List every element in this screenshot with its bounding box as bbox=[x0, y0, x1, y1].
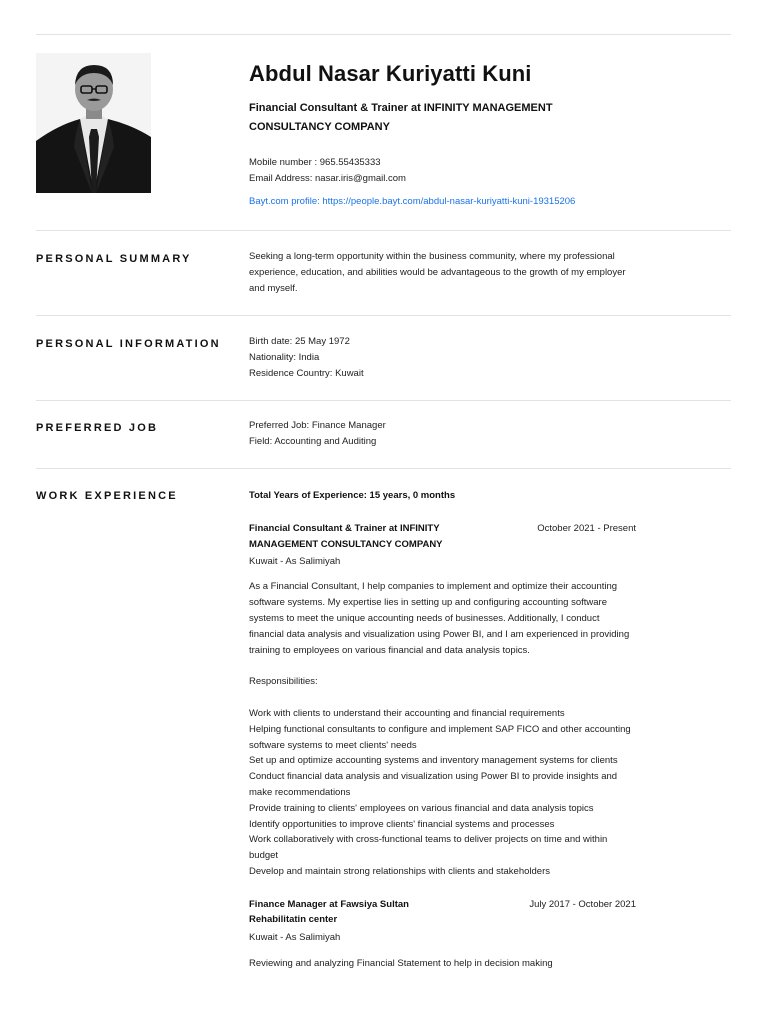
resume-page bbox=[36, 34, 731, 969]
preferred-job: Preferred Job: Finance Manager bbox=[249, 420, 386, 431]
bayt-profile-link[interactable]: Bayt.com profile: https://people.bayt.com/abdul-nasar-kuriyatti-kuni-19315206 bbox=[249, 196, 576, 207]
preferred-field: Field: Accounting and Auditing bbox=[249, 436, 377, 447]
job-location: Kuwait - As Salimiyah bbox=[249, 556, 341, 567]
section-title: PERSONAL INFORMATION bbox=[36, 338, 221, 350]
profile-header bbox=[36, 35, 731, 230]
contact-block bbox=[249, 155, 406, 187]
work-experience-body bbox=[249, 488, 669, 972]
job-entry bbox=[249, 521, 669, 880]
section-personal-information bbox=[36, 316, 731, 400]
responsibility-item: Work with clients to understand their accounting and financial requirements bbox=[249, 708, 565, 719]
job-location: Kuwait - As Salimiyah bbox=[249, 931, 341, 943]
total-experience: Total Years of Experience: 15 years, 0 months bbox=[249, 490, 456, 501]
section-personal-summary bbox=[36, 231, 731, 315]
responsibility-item: Identify opportunities to improve clients' financial systems and processes bbox=[249, 818, 555, 830]
responsibilities-list bbox=[249, 706, 634, 880]
section-title: PERSONAL SUMMARY bbox=[36, 253, 192, 265]
responsibility-item: Conduct financial data analysis and visualization using Power BI to provide insights and make recommendations bbox=[249, 771, 618, 798]
job-date: July 2017 - October 2021 bbox=[529, 898, 636, 910]
responsibility-item: Develop and maintain strong relationships with clients and stakeholders bbox=[249, 865, 551, 877]
profile-photo bbox=[36, 53, 151, 193]
responsibility-item: Helping functional consultants to configure and implement SAP FICO and other accounting software systems to meet clients' needs bbox=[249, 723, 631, 751]
job-description: As a Financial Consultant, I help companies to implement and optimize their accounting software systems. My expertise lies in setting up and configuring accounting software systems to meet the unique accounting needs of businesses. Additionally, I conduct financial data analysis and visualization using Power BI, and I am experienced in providing training to employees on various financial and data analysis topics. bbox=[249, 581, 630, 656]
section-title: WORK EXPERIENCE bbox=[36, 490, 178, 502]
responsibility-item: Provide training to clients' employees on various financial and data analysis topics bbox=[249, 802, 594, 814]
section-preferred-job bbox=[36, 401, 731, 468]
job-entry bbox=[249, 897, 669, 972]
nationality: Nationality: India bbox=[249, 352, 320, 363]
residence-country: Residence Country: Kuwait bbox=[249, 368, 364, 379]
divider bbox=[36, 468, 731, 469]
responsibility-item: Set up and optimize accounting systems and inventory management systems for clients bbox=[249, 755, 618, 767]
candidate-name: Abdul Nasar Kuriyatti Kuni bbox=[249, 61, 532, 86]
personal-info-list bbox=[249, 334, 669, 382]
current-position: Financial Consultant & Trainer at INFINITY MANAGEMENT CONSULTANCY COMPANY bbox=[249, 102, 553, 133]
job-date: October 2021 - Present bbox=[537, 523, 636, 534]
section-title: PREFERRED JOB bbox=[36, 422, 159, 434]
preferred-job-list bbox=[249, 418, 669, 450]
email-address: Email Address: nasar.iris@gmail.com bbox=[249, 173, 406, 184]
birth-date: Birth date: 25 May 1972 bbox=[249, 336, 350, 347]
mobile-number: Mobile number : 965.55435333 bbox=[249, 157, 381, 168]
responsibilities-label: Responsibilities: bbox=[249, 676, 318, 687]
responsibility-item: Work collaboratively with cross-functional teams to deliver projects on time and within budget bbox=[249, 834, 608, 862]
job-title: Finance Manager at Fawsiya Sultan Rehabilitatin center bbox=[249, 898, 409, 926]
summary-text: Seeking a long-term opportunity within the business community, where my professional experience, education, and abilities would be advantageous to the growth of my employer and myself. bbox=[249, 251, 626, 294]
job-title: Financial Consultant & Trainer at INFINITY MANAGEMENT CONSULTANCY COMPANY bbox=[249, 523, 443, 550]
job-description: Reviewing and analyzing Financial Statement to help in decision making bbox=[249, 957, 553, 969]
